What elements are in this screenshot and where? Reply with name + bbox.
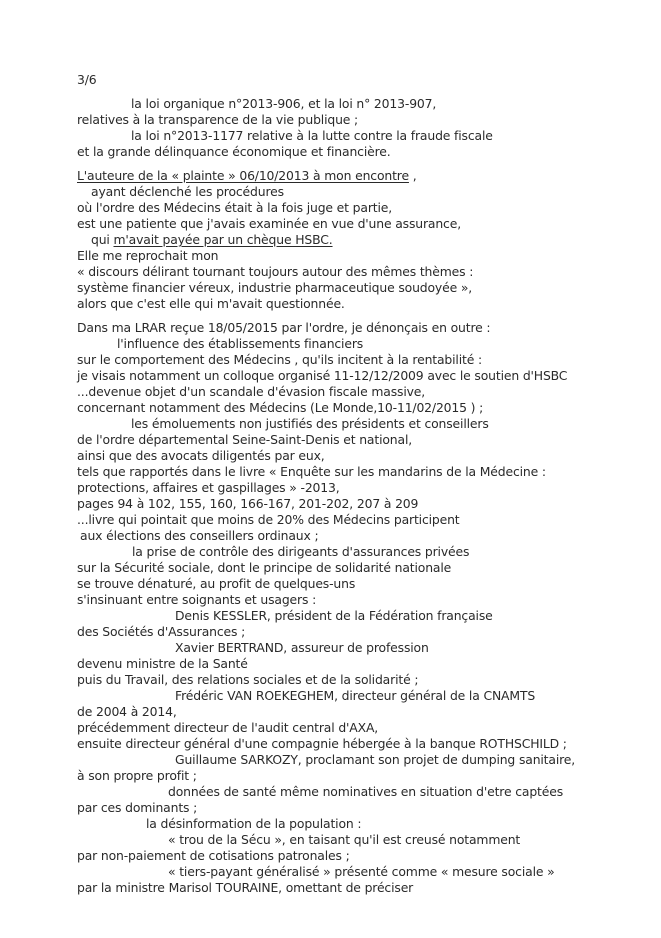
text-line: tels que rapportés dans le livre « Enquête sur les mandarins de la Médecine : [77,464,546,479]
text-fragment: , [408,168,417,183]
text-line: la loi organique n°2013-906, et la loi n° 2013-907, [131,96,437,111]
text-line: Guillaume SARKOZY, proclamant son projet de dumping sanitaire, [175,752,576,767]
text-line: la prise de contrôle des dirigeants d'assurances privées [132,544,470,559]
text-line: ayant déclenché les procédures [91,184,284,199]
text-line: des Sociétés d'Assurances ; [77,624,246,639]
text-line: ...livre qui pointait que moins de 20% des Médecins participent [77,512,460,527]
text-line: alors que c'est elle qui m'avait questionnée. [77,296,345,311]
text-line: les émoluements non justifiés des présidents et conseillers [131,416,489,431]
text-line: s'insinuant entre soignants et usagers : [77,592,317,607]
text-line: « trou de la Sécu », en taisant qu'il est creusé notamment [168,832,521,847]
text-line: Denis KESSLER, président de la Fédération française [175,608,493,623]
text-line: est une patiente que j'avais examinée en vue d'une assurance, [77,216,461,231]
text-line: « tiers-payant généralisé » présenté comme « mesure sociale » [168,864,555,879]
text-line: à son propre profit ; [77,768,197,783]
text-line [91,232,333,247]
text-line: protections, affaires et gaspillages » -2013, [77,480,340,495]
text-line: la loi n°2013-1177 relative à la lutte contre la fraude fiscale [131,128,493,143]
text-line: où l'ordre des Médecins était à la fois juge et partie, [77,200,393,215]
text-line: données de santé même nominatives en situation d'etre captées [168,784,564,799]
text-line: sur le comportement des Médecins , qu'ils incitent à la rentabilité : [77,352,483,367]
text-line [77,168,417,183]
text-line: et la grande délinquance économique et financière. [77,144,391,159]
text-line: la désinformation de la population : [146,816,362,831]
text-line: Dans ma LRAR reçue 18/05/2015 par l'ordre, je dénonçais en outre : [77,320,491,335]
text-line: précédemment directeur de l'audit central d'AXA, [77,720,379,735]
text-line: je visais notamment un colloque organisé 11-12/12/2009 avec le soutien d'HSBC [77,368,568,383]
text-line: Elle me reprochait mon [77,248,219,263]
underlined-text: m'avait payée par un chèque HSBC. [113,232,333,247]
text-line: par ces dominants ; [77,800,198,815]
text-line: système financier véreux, industrie pharmaceutique soudoyée », [77,280,473,295]
text-line: ...devenue objet d'un scandale d'évasion fiscale massive, [77,384,426,399]
text-line: aux élections des conseillers ordinaux ; [80,528,319,543]
text-line: pages 94 à 102, 155, 160, 166-167, 201-202, 207 à 209 [77,496,419,511]
text-line: sur la Sécurité sociale, dont le principe de solidarité nationale [77,560,452,575]
text-line: se trouve dénaturé, au profit de quelques-uns [77,576,356,591]
text-line: « discours délirant tournant toujours autour des mêmes thèmes : [77,264,474,279]
text-line: puis du Travail, des relations sociales et de la solidarité ; [77,672,419,687]
text-line: relatives à la transparence de la vie publique ; [77,112,359,127]
text-line: l'influence des établissements financiers [117,336,364,351]
text-line: de 2004 à 2014, [77,704,177,719]
text-line: ainsi que des avocats diligentés par eux, [77,448,325,463]
page-number: 3/6 [77,72,97,87]
text-line: de l'ordre départemental Seine-Saint-Denis et national, [77,432,413,447]
text-line: Xavier BERTRAND, assureur de profession [175,640,429,655]
text-fragment: qui [91,232,114,247]
underlined-text: L'auteure de la « plainte » 06/10/2013 à mon encontre [77,168,409,183]
text-line: Frédéric VAN ROEKEGHEM, directeur général de la CNAMTS [175,688,536,703]
text-line: concernant notamment des Médecins (Le Monde,10-11/02/2015 ) ; [77,400,484,415]
text-line: ensuite directeur général d'une compagnie hébergée à la banque ROTHSCHILD ; [77,736,567,751]
text-line: devenu ministre de la Santé [77,656,248,671]
text-line: par non-paiement de cotisations patronales ; [77,848,350,863]
text-line: par la ministre Marisol TOURAINE, omettant de préciser [77,880,414,895]
